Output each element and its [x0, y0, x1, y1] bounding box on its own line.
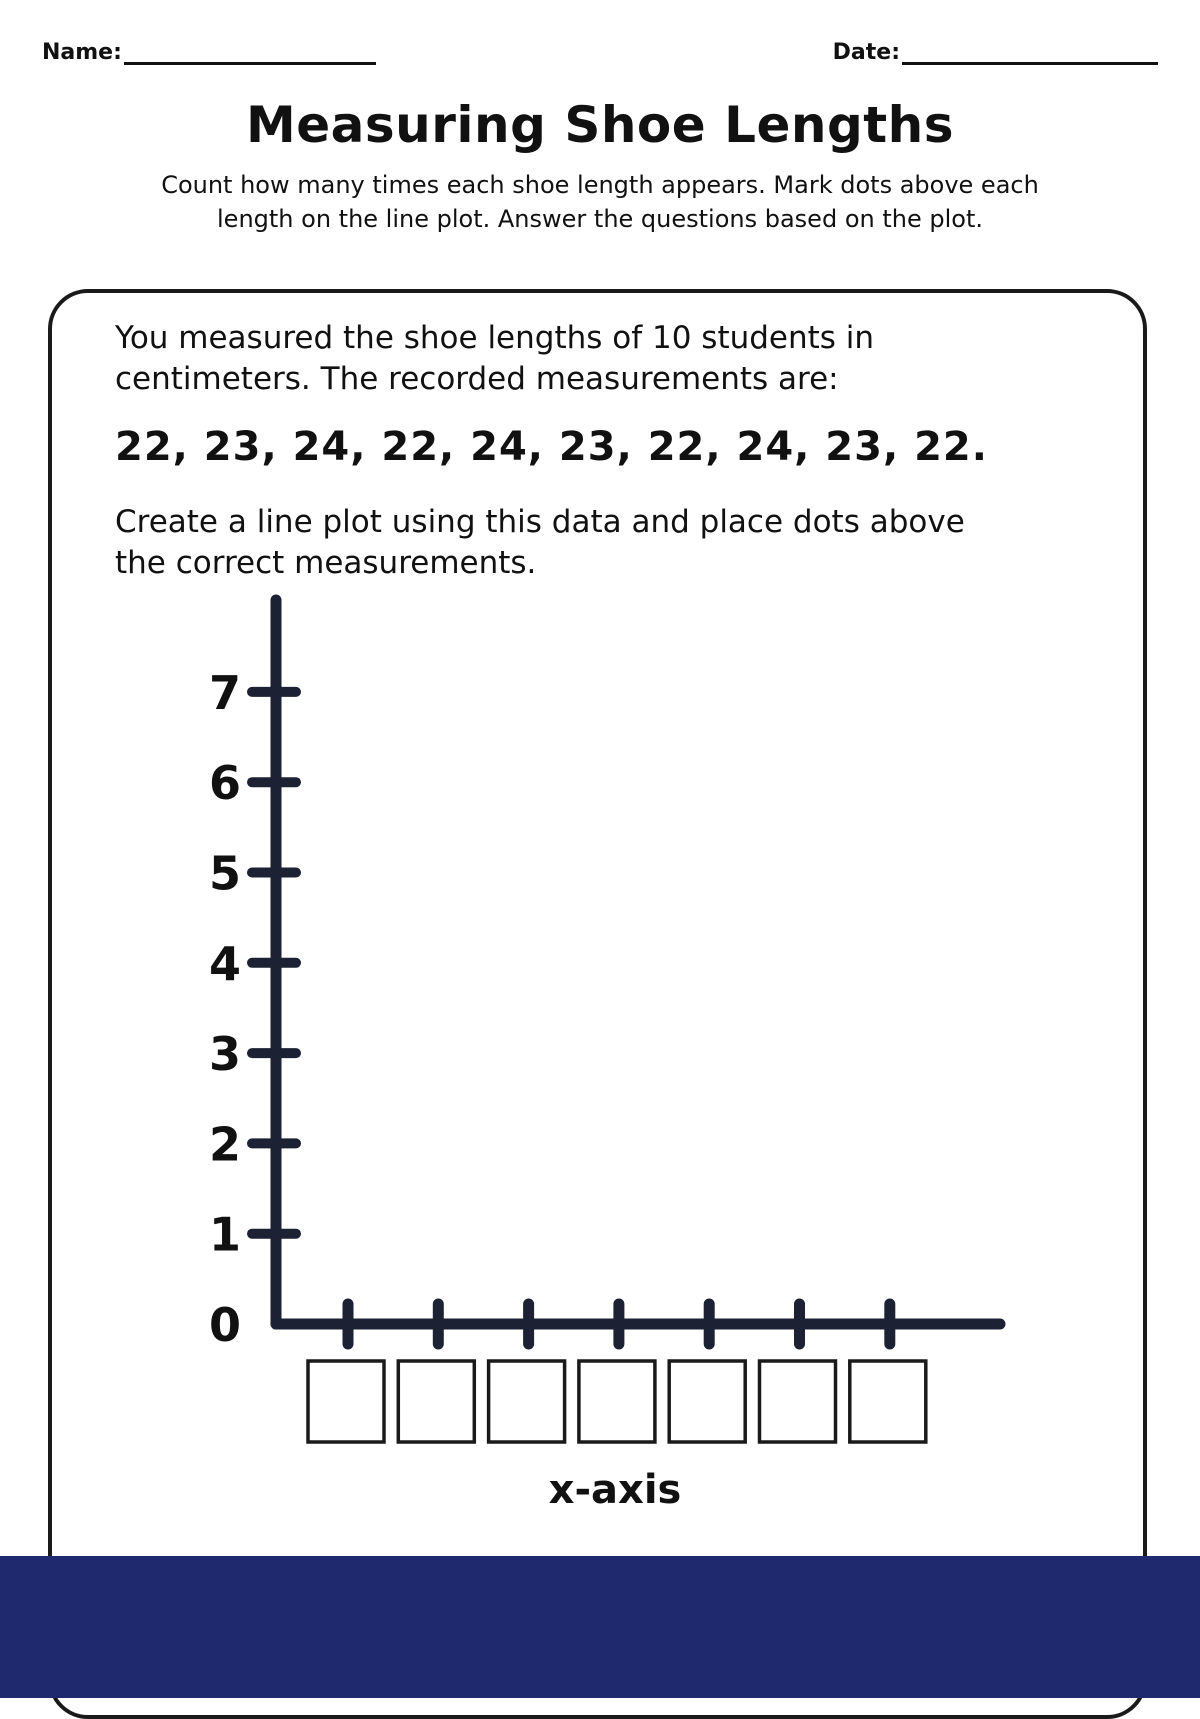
y-tick-label: 4 [208, 936, 242, 991]
y-tick-label: 6 [208, 756, 242, 811]
problem-intro: You measured the shoe lengths of 10 students in centimeters. The recorded measurements are: [115, 320, 875, 397]
x-label-answer-box[interactable] [760, 1361, 836, 1442]
x-axis-label: x-axis [548, 1467, 682, 1513]
x-label-answer-box[interactable] [850, 1361, 926, 1442]
problem-task: Create a line plot using this data and place dots above the correct measurements. [115, 504, 965, 581]
name-label: Name: [42, 40, 122, 65]
y-tick-label: 0 [208, 1298, 242, 1352]
measurement-data: 22, 23, 24, 22, 24, 23, 22, 24, 23, 22. [115, 424, 988, 470]
page-title: Measuring Shoe Lengths [245, 96, 955, 154]
instructions: Count how many times each shoe length appears. Mark dots above each length on the line plot. Answer the questions based on the plot. [161, 171, 1039, 233]
date-label: Date: [832, 40, 900, 65]
y-tick-label: 1 [208, 1207, 242, 1262]
x-label-answer-box[interactable] [489, 1361, 565, 1442]
y-tick-label: 3 [208, 1027, 242, 1082]
footer-band [0, 1556, 1200, 1698]
x-label-answer-box[interactable] [579, 1361, 655, 1442]
y-tick-label: 7 [208, 665, 242, 720]
x-label-answer-box[interactable] [308, 1361, 384, 1442]
y-tick-label: 2 [208, 1117, 242, 1172]
x-label-answer-box[interactable] [398, 1361, 474, 1442]
y-tick-label: 5 [208, 846, 242, 901]
x-label-answer-box[interactable] [669, 1361, 745, 1442]
